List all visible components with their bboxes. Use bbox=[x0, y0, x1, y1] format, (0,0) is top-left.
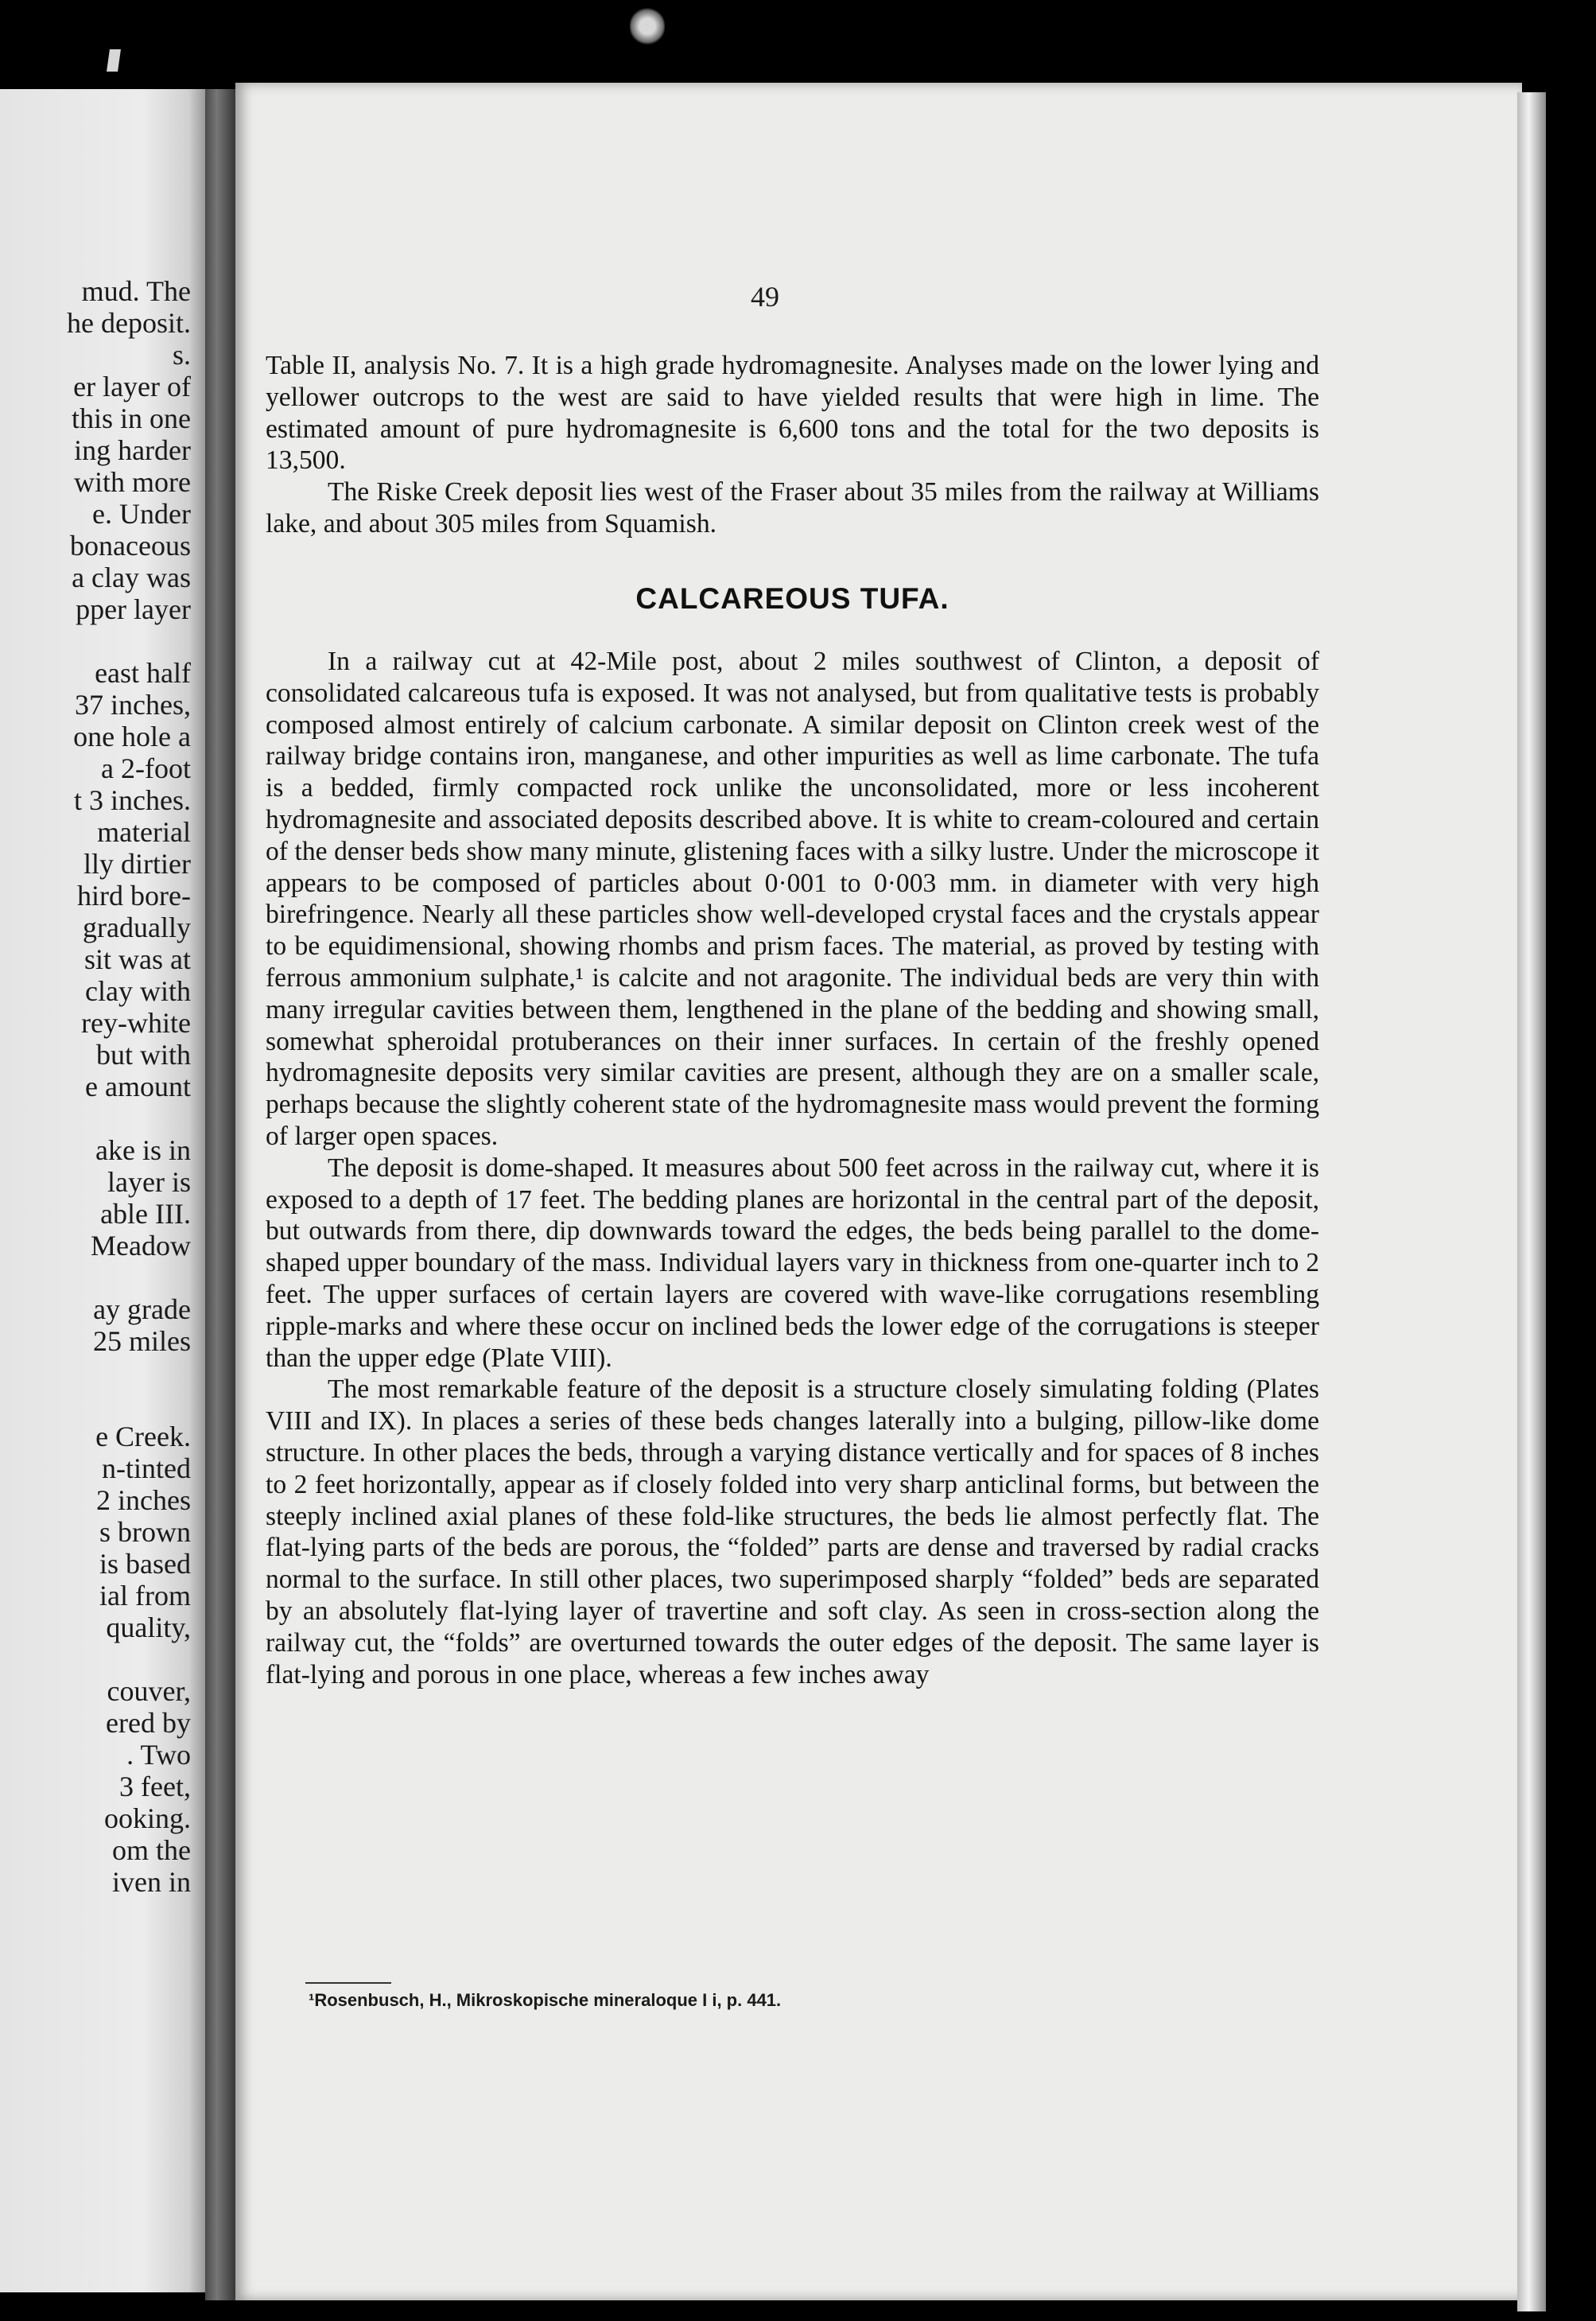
previous-page-line: . Two bbox=[126, 1739, 191, 1771]
previous-page-line: 3 feet, bbox=[119, 1771, 191, 1802]
previous-page-line: Meadow bbox=[91, 1230, 191, 1262]
previous-page-line: clay with bbox=[85, 975, 191, 1007]
previous-page-line: n-tinted bbox=[102, 1452, 191, 1484]
previous-page-line: om the bbox=[112, 1834, 191, 1866]
book-gutter bbox=[205, 89, 239, 2300]
previous-page-line: iven in bbox=[112, 1866, 191, 1898]
previous-page-line: hird bore- bbox=[77, 880, 191, 912]
scan-artifact-bottom bbox=[87, 2276, 92, 2288]
previous-page-line: but with bbox=[95, 1039, 191, 1071]
previous-page-line: couver, bbox=[107, 1675, 191, 1707]
previous-page-line: t 3 inches. bbox=[74, 784, 191, 816]
previous-page-line: one hole a bbox=[73, 721, 191, 752]
previous-page-line: bonaceous bbox=[70, 530, 191, 562]
previous-page-line: 37 inches, bbox=[75, 689, 191, 721]
section-paragraph-1: In a railway cut at 42-Mile post, about 2 miles southwest of Clinton, a deposit of consolidated calcareous tufa is exposed. It was not analysed, but from qualitative tests is probably composed almost entirely of calcium carbonate. A similar deposit on Clinton creek west of the railway bridge contains iron, manganese, and other impurities as well as lime carbonate. The tufa is a bedded, firmly compacted rock unlike the unconsolidated, more or less incoherent hydromagnesite and associated deposits described above. It is white to cream-coloured and certain of the denser beds show many minute, glistening faces with a silky lustre. Under the microscope it appears to be composed of particles about 0·001 to 0·003 mm. in diameter with very high birefringence. Nearly all these particles show well-developed crystal faces and the crystals appear to be equidimensional, showing rhombs and prism faces. The material, as proved by testing with ferrous ammonium sulphate,¹ is calcite and not aragonite. The individual beds are very thin with many irregular cavities between them, lengthened in the plane of the bedding and showing small, somewhat spheroidal protuberances on their inner surfaces. In certain of the freshly opened hydromagnesite deposits very similar cavities are present, although they are on a smaller scale, perhaps because the slightly coherent state of the hydromagnesite mass would prevent the forming of larger open spaces. bbox=[266, 647, 1319, 1151]
previous-page-line: ay grade bbox=[93, 1293, 191, 1325]
section-heading: CALCAREOUS TUFA. bbox=[635, 582, 949, 615]
intro-paragraph-2: The Riske Creek deposit lies west of the Fraser about 35 miles from the railway at Williams lake, and about 305 miles from Squamish. bbox=[266, 477, 1319, 538]
previous-page-line: ered by bbox=[106, 1707, 191, 1739]
previous-page-line: a clay was bbox=[72, 562, 191, 593]
intro-paragraph-1: Table II, analysis No. 7. It is a high grade hydromagnesite. Analyses made on the lower lying and yellower outcrops to the west are said to have yielded results that were high in lime. The estimated amount of pure hydromagnesite is 6,600 tons and the total for the two deposits is 13,500. bbox=[266, 351, 1319, 476]
previous-page-line: e amount bbox=[85, 1071, 191, 1102]
section-paragraph-3: The most remarkable feature of the deposit is a structure closely simulating folding (Plates VIII and IX). In places a series of these beds changes laterally into a bulging, pillow-like dome structure. In other places the beds, through a varying distance vertically and for spaces of 8 inches to 2 feet horizontally, appear as if closely folded into very sharp anticlinal forms, but between the steeply inclined axial planes of these fold-like structures, the beds lie almost perfectly flat. The flat-lying parts of the beds are porous, the “folded” parts are dense and traversed by radial cracks normal to the surface. In still other places, two superimposed sharply “folded” beds are separated by an absolutely flat-lying layer of travertine and soft clay. As seen in cross-section along the railway cut, the “folds” are overturned towards the outer edges of the deposit. The same layer is flat-lying and porous in one place, whereas a few inches away bbox=[266, 1374, 1319, 1689]
previous-page-line: a 2-foot bbox=[101, 752, 191, 784]
previous-page-line: ake is in bbox=[95, 1134, 191, 1166]
previous-page-line: er layer of bbox=[73, 371, 191, 402]
previous-page-line: ooking. bbox=[103, 1802, 191, 1834]
previous-page-line: he deposit. bbox=[67, 307, 191, 339]
previous-page-line: lly dirtier bbox=[83, 848, 191, 880]
previous-page-line: e. Under bbox=[92, 498, 191, 530]
previous-page-line: 2 inches bbox=[96, 1484, 191, 1516]
previous-page-line: s brown bbox=[99, 1516, 191, 1548]
previous-page-line: layer is bbox=[107, 1166, 191, 1198]
previous-page-line: gradually bbox=[83, 912, 191, 943]
section-text bbox=[266, 646, 1319, 1690]
page-edge bbox=[1517, 92, 1546, 2311]
footnote-rule bbox=[305, 1982, 391, 1984]
page-number: 49 bbox=[751, 281, 779, 313]
previous-page-line: with more bbox=[74, 466, 191, 498]
previous-page-line: e Creek. bbox=[95, 1421, 191, 1452]
previous-page-line: s. bbox=[172, 339, 191, 371]
intro-text bbox=[266, 350, 1319, 540]
previous-page-line: rey-white bbox=[81, 1007, 191, 1039]
previous-page-line: mud. The bbox=[81, 275, 191, 307]
previous-page-line: east half bbox=[95, 657, 191, 689]
previous-page-line: ing harder bbox=[74, 434, 191, 466]
previous-page-line: able III. bbox=[100, 1198, 191, 1230]
previous-page-line: material bbox=[97, 816, 191, 848]
previous-page-line: ial from bbox=[99, 1580, 191, 1611]
previous-page-line: pper layer bbox=[76, 593, 191, 625]
previous-page-line: sit was at bbox=[84, 943, 191, 975]
footnote: ¹Rosenbusch, H., Mikroskopische mineraloque I i, p. 441. bbox=[309, 1990, 782, 2010]
previous-page-line: 25 miles bbox=[93, 1325, 191, 1357]
previous-page-line: quality, bbox=[106, 1611, 191, 1643]
previous-page-line: this in one bbox=[72, 402, 191, 434]
previous-page-fragment bbox=[0, 89, 205, 2292]
previous-page-line: is based bbox=[99, 1548, 191, 1580]
scan-artifact-top bbox=[630, 6, 665, 46]
section-paragraph-2: The deposit is dome-shaped. It measures about 500 feet across in the railway cut, where it is exposed to a depth of 17 feet. The bedding planes are horizontal in the central part of the deposit, but outwards from there, dip downwards toward the edges, the beds being parallel to the dome-shaped upper boundary of the mass. Individual layers vary in thickness from one-quarter inch to 2 feet. The upper surfaces of certain layers are covered with wave-like corrugations resembling ripple-marks and where these occur on inclined beds the lower edge of the corrugations is steeper than the upper edge (Plate VIII). bbox=[266, 1153, 1319, 1373]
